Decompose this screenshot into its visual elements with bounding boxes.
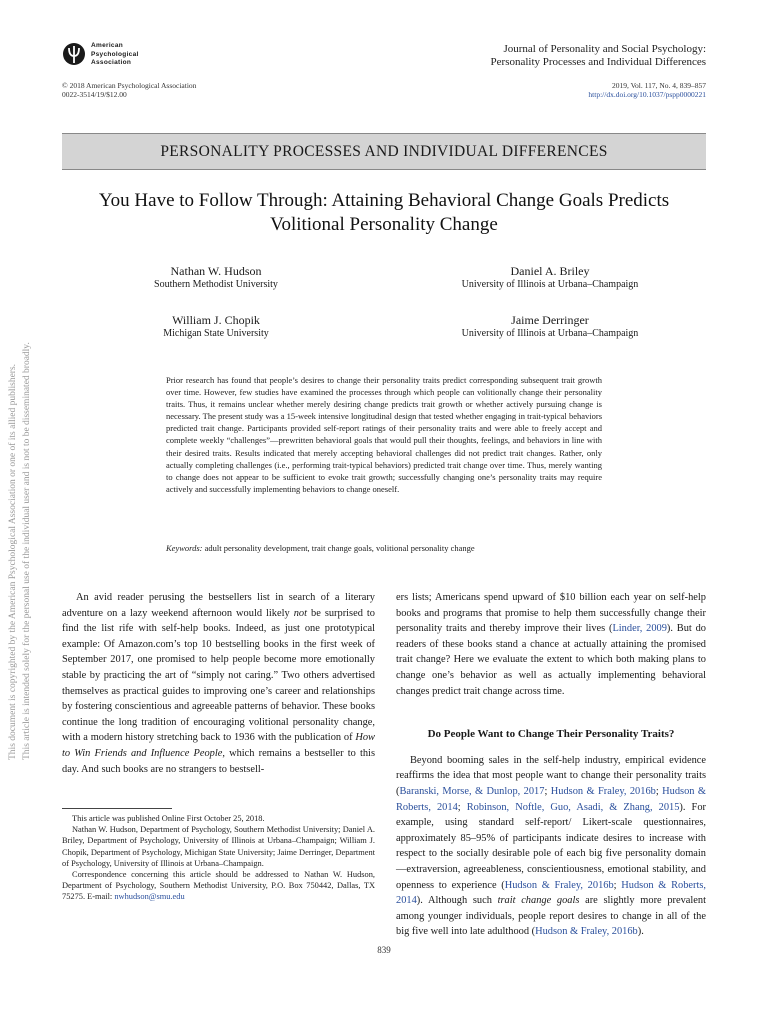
- body-paragraph: An avid reader perusing the bestsellers list in search of a literary adventure on a lazy weekend afternoon would likely not be surprised to find the list rife with self-help books. Indeed, as just one prototypical example: Of Amazon.com’s top 10 bestselling books in the first week of September 2017, one promised to help people become more emotionally stable by practicing the art of “simply not caring.” Two others advertised themselves as practical guides to improving one’s career and relationships by fostering conscientious and agreeable patterns of behavior. These books continue the long tradition of encouraging volitional personality change, with a modern history stretching back to 1936 with the publication of How to Win Friends and Influence People, which remains a bestseller to this day. And such books are no strangers to bestsell-: [62, 592, 376, 775]
- apa-logo: [62, 40, 162, 74]
- copyright-info: © 2018 American Psychological Association 0022-3514/19/$12.00: [62, 81, 197, 99]
- citation-link[interactable]: Hudson & Roberts, 2014: [396, 785, 706, 813]
- article-title: You Have to Follow Through: Attaining Behavioral Change Goals Predicts Volitional Personality Change: [98, 190, 670, 235]
- citation-link[interactable]: Baranski, Morse, & Dunlop, 2017: [399, 785, 545, 797]
- section-heading: Do People Want to Change Their Personality Traits?: [427, 728, 675, 741]
- citation-link[interactable]: Robinson, Noftle, Guo, Asadi, & Zhang, 2015: [466, 801, 680, 813]
- author-affiliation: University of Illinois at Urbana–Champaign: [461, 328, 639, 339]
- author-block: [116, 264, 316, 291]
- author-name: Daniel A. Briley: [510, 264, 590, 278]
- section-banner: PERSONALITY PROCESSES AND INDIVIDUAL DIFFERENCES: [62, 133, 706, 170]
- apa-psi-icon: [62, 42, 86, 68]
- author-affiliation: Michigan State University: [163, 328, 269, 339]
- body-column-right: [396, 590, 706, 940]
- keywords-label: Keywords:: [166, 543, 203, 553]
- keywords-list: adult personality development, trait change goals, volitional personality change: [204, 543, 475, 553]
- author-affiliation: University of Illinois at Urbana–Champaign: [461, 279, 639, 290]
- citation-link[interactable]: Hudson & Roberts, 2014: [396, 879, 706, 907]
- body-column-left: [62, 590, 375, 777]
- author-block: [420, 313, 680, 340]
- author-name: Jaime Derringer: [511, 313, 589, 327]
- doi-link[interactable]: http://dx.doi.org/10.1037/pspp0000221: [588, 90, 706, 99]
- footnote-paragraph: Nathan W. Hudson, Department of Psychology, Southern Methodist University; Daniel A. Briley, Department of Psychology, University of Illinois at Urbana–Champaign; William J. Chopik, Department of Psychology, Michigan State University; Jaime Derringer, Department of Psychology, University of Illinois at Urbana–Champaign.: [62, 825, 375, 868]
- citation-link[interactable]: Hudson & Fraley, 2016b: [504, 879, 614, 891]
- footnote-paragraph: Correspondence concerning this article should be addressed to Nathan W. Hudson, Department of Psychology, Southern Methodist University, P.O. Box 750442, Dallas, TX 75275. E-mail: nwhudson@smu.edu: [62, 870, 375, 902]
- side-copyright-notice: This document is copyrighted by the American Psychological Association or one of its allied publishers. This article is intended solely for the personal use of the individual user and is not to be disseminated broadly.: [8, 342, 32, 760]
- footnote: [62, 813, 375, 903]
- citation-link[interactable]: Linder, 2009: [612, 623, 667, 635]
- volume-info: 2019, Vol. 117, No. 4, 839–857 http://dx.doi.org/10.1037/pspp0000221: [588, 81, 706, 99]
- footnote-divider: [62, 808, 172, 809]
- journal-name: Journal of Personality and Social Psychology: Personality Processes and Individual Differences: [490, 43, 706, 68]
- author-name: William J. Chopik: [172, 313, 260, 327]
- apa-logo-text: American Psychological Association: [91, 42, 139, 66]
- email-link[interactable]: nwhudson@smu.edu: [114, 892, 185, 902]
- body-paragraph: Beyond booming sales in the self-help industry, empirical evidence reaffirms the idea that most people want to change their personality traits (Baranski, Morse, & Dunlop, 2017; Hudson & Fraley, 2016b; Hudson & Roberts, 2014; Robinson, Noftle, Guo, Asadi, & Zhang, 2015). For example, using standard self-report/ Likert-scale questionnaires, approximately 85–95% of participants indicate desires to increase with respect to the socially desirable pole of each big five personality domain—extraversion, agreeableness, conscientiousness, emotional stability, and openness to experience (Hudson & Fraley, 2016b; Hudson & Roberts, 2014). Although such trait change goals are slightly more prevalent among younger individuals, people report desires to change in all of the big five well into late adulthood (Hudson & Fraley, 2016b).: [396, 754, 706, 938]
- author-block: [420, 264, 680, 291]
- footnote-paragraph: This article was published Online First October 25, 2018.: [72, 814, 265, 823]
- abstract: Prior research has found that people’s desires to change their personality traits predict corresponding subsequent trait growth over time. However, few studies have examined the processes through which people can volitionally change their personality traits. Thus, it remains unclear whether merely desiring change predicts trait growth or whether actively pursuing change is necessary. The present study was a 15-week intensive longitudinal design that tested whether engaging in trait-typical behaviors predicted trait change. Participants provided self-report ratings of their personality traits and were able to freely accept and complete weekly “challenges”—prewritten behavioral goals that would pull their thoughts, feelings, and behaviors in line with their desired traits. Results indicated that merely accepting behavioral challenges did not predict trait changes. Rather, only actually completing challenges (i.e., performing trait-typical behaviors) predicted trait change over time. Thus, merely wanting to change does not appear to be sufficient to evoke trait growth; successfully changing one’s personality traits may require actively and successfully implementing behaviors to change oneself.: [166, 375, 602, 494]
- page-number: 839: [377, 945, 391, 955]
- keywords: [166, 542, 602, 554]
- author-block: [116, 313, 316, 340]
- author-name: Nathan W. Hudson: [170, 264, 262, 278]
- author-affiliation: Southern Methodist University: [154, 279, 278, 290]
- body-paragraph: ers lists; Americans spend upward of $10 billion each year on self-help books and programs that promise to help them successfully change their personality traits and thereby improve their lives (Linder, 2009). But do readers of these books stand a chance at actually attaining the promised trait change? Here we evaluate the extent to which both making plans to change one’s behavior as well as actually implementing behavioral changes predict trait change across time.: [396, 592, 706, 697]
- citation-link[interactable]: Hudson & Fraley, 2016b: [535, 926, 638, 938]
- citation-link[interactable]: Hudson & Fraley, 2016b: [550, 785, 656, 797]
